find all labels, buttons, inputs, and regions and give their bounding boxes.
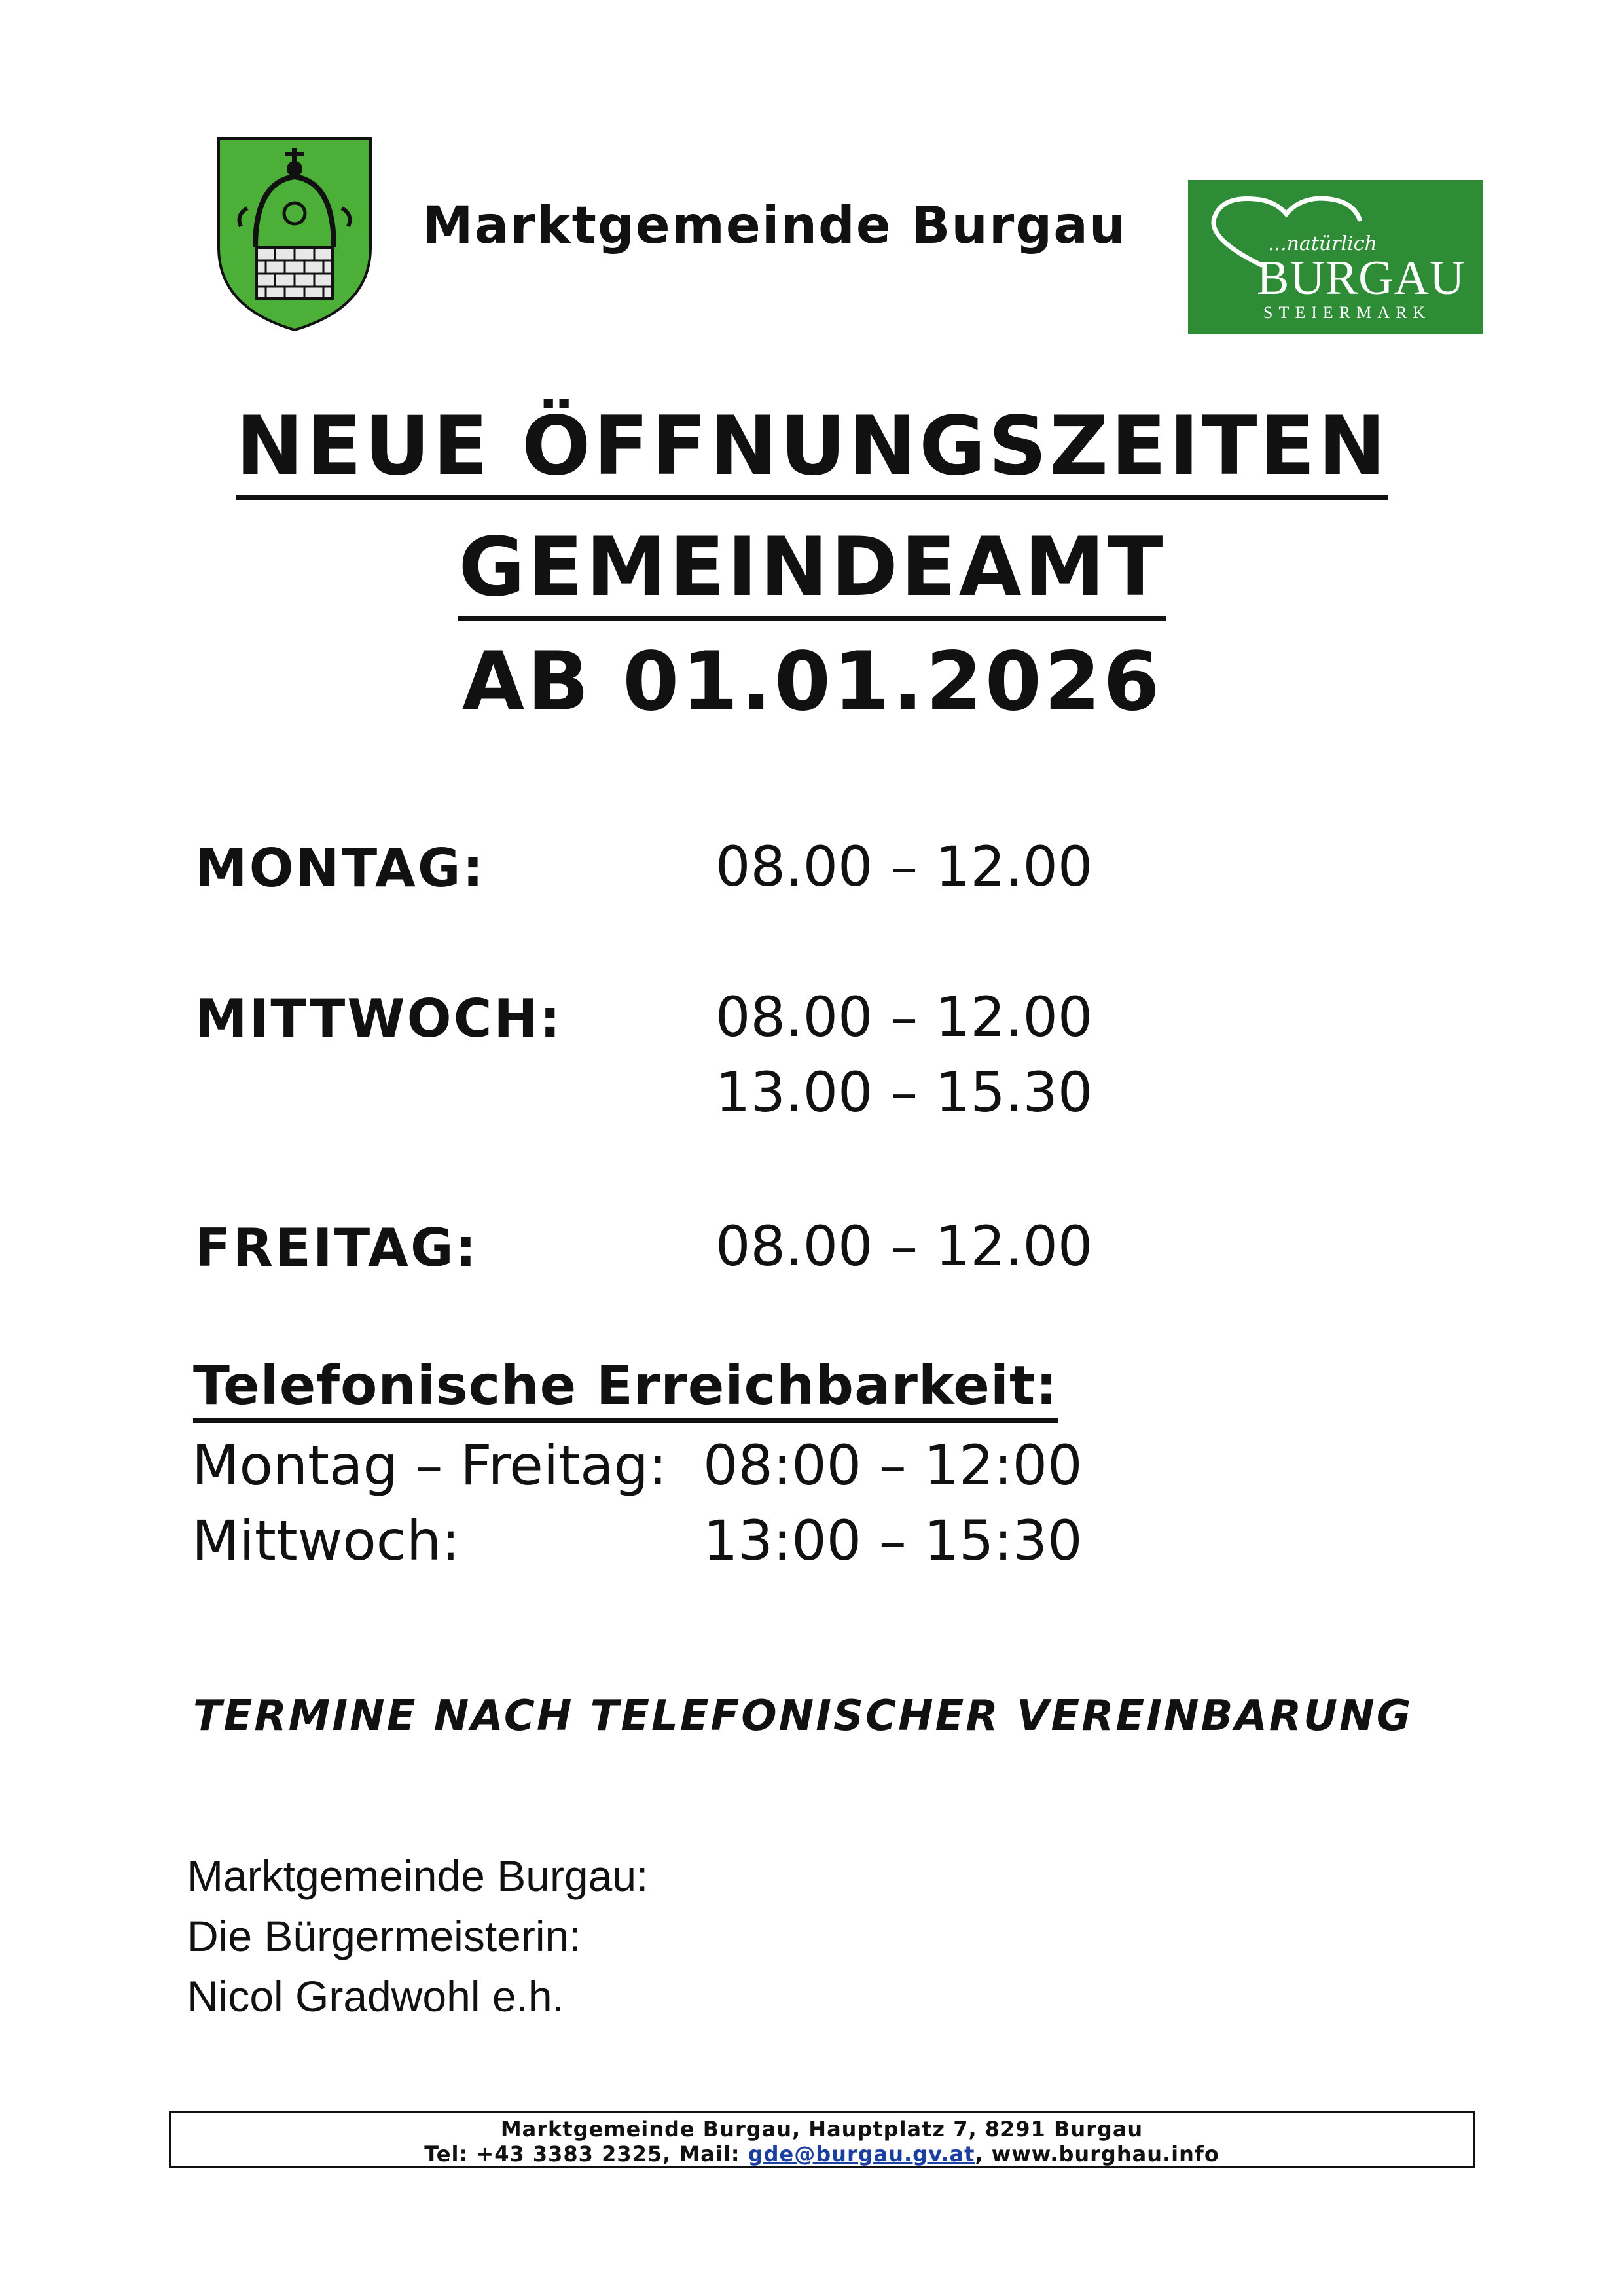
phone-heading: Telefonische Erreichbarkeit:	[193, 1355, 1058, 1417]
municipal-crest	[216, 136, 373, 332]
schedule-day: MONTAG:	[195, 838, 486, 899]
footer-contact: Tel: +43 3383 2325, Mail: gde@burgau.gv.at, www.burghau.info	[424, 2142, 1219, 2166]
brand-tagline: ...natürlich	[1268, 232, 1377, 255]
appointment-note: TERMINE NACH TELEFONISCHER VEREINBARUNG	[193, 1692, 1413, 1740]
signature-line: Marktgemeinde Burgau:	[187, 1852, 649, 1900]
email-link[interactable]: gde@burgau.gv.at	[748, 2142, 975, 2166]
footer-address: Marktgemeinde Burgau, Hauptplatz 7, 8291 Burgau	[500, 2117, 1144, 2142]
headline-subtitle: GEMEINDEAMT	[0, 520, 1624, 615]
phone-label: Mittwoch:	[192, 1509, 460, 1573]
schedule-day: FREITAG:	[195, 1217, 478, 1278]
schedule-day: MITTWOCH:	[195, 988, 563, 1049]
footer-box	[169, 2111, 1475, 2168]
brand-region: STEIERMARK	[1263, 303, 1432, 322]
schedule-time: 08.00 – 12.00	[715, 985, 1093, 1049]
headline-title: NEUE ÖFFNUNGSZEITEN	[0, 399, 1624, 493]
phone-label: Montag – Freitag:	[192, 1433, 668, 1498]
brand-name: BURGAU	[1257, 251, 1466, 305]
schedule-time: 08.00 – 12.00	[715, 1214, 1093, 1278]
brand-logo	[1188, 180, 1483, 334]
signature-line: Nicol Gradwohl e.h.	[187, 1972, 564, 2020]
phone-time: 08:00 – 12:00	[703, 1433, 1083, 1498]
municipality-title: Marktgemeinde Burgau	[422, 196, 1127, 255]
signature-line: Die Bürgermeisterin:	[187, 1912, 581, 1960]
schedule-time: 08.00 – 12.00	[715, 834, 1093, 899]
headline-date: AB 01.01.2026	[461, 635, 1163, 729]
phone-time: 13:00 – 15:30	[703, 1509, 1083, 1573]
schedule-time: 13.00 – 15.30	[715, 1060, 1093, 1124]
